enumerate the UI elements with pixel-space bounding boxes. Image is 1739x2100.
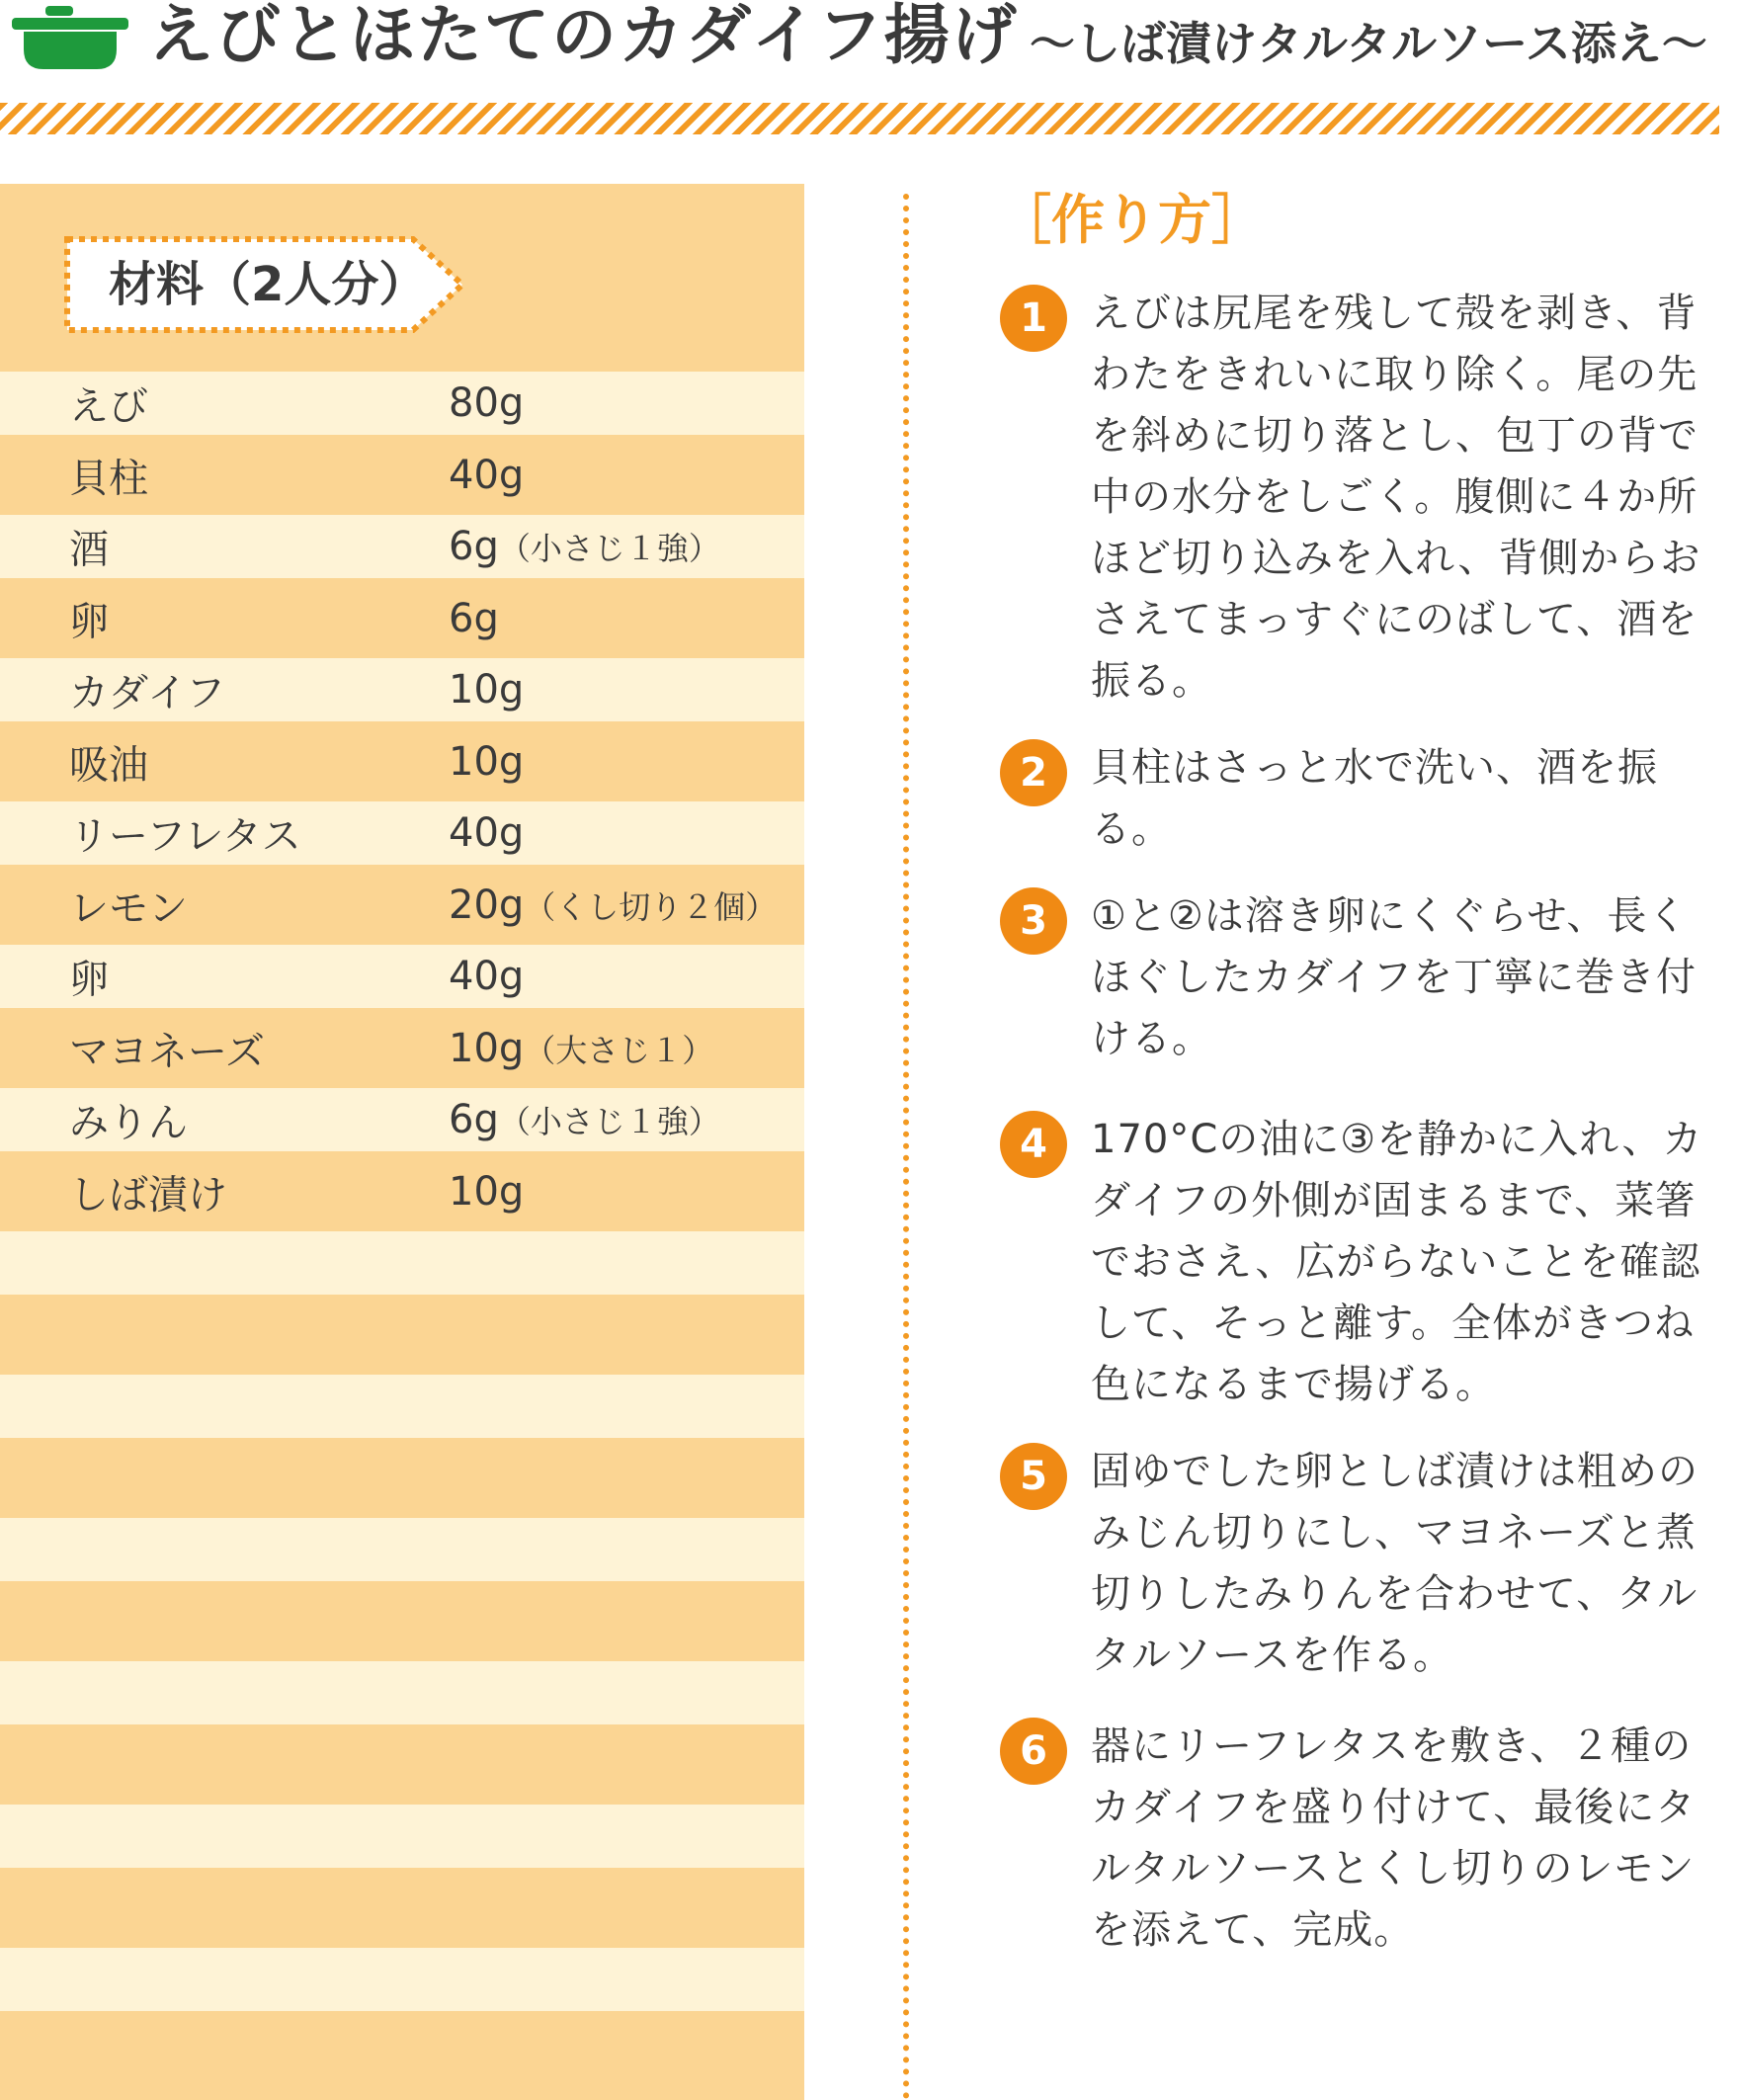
- ingredient-amount: [449, 524, 720, 569]
- ingredient-row-empty: [0, 1581, 804, 1661]
- ingredient-name: カダイフ: [69, 670, 225, 716]
- step-text: ①と②は溶き卵にくぐらせ、長くほぐしたカダイフを丁寧に巻き付ける。: [1091, 893, 1697, 1061]
- ingredient-row: [0, 721, 804, 801]
- ingredient-row: [0, 801, 804, 865]
- ingredient-name: みりん: [69, 1100, 188, 1146]
- ingredient-amount: [449, 453, 524, 498]
- ingredient-name: マヨネーズ: [69, 1029, 265, 1074]
- step-number-badge: 3: [1000, 887, 1067, 955]
- ingredients-heading: 材料（2人分）: [109, 257, 427, 312]
- ingredient-amount: [449, 1026, 713, 1071]
- ingredient-row-empty: [0, 1518, 804, 1581]
- ingredient-name: 貝柱: [69, 456, 148, 501]
- ingredient-amount: [449, 954, 524, 999]
- step-number-badge: 2: [1000, 739, 1067, 806]
- step-text: 器にリーフレタスを敷き、２種のカダイフを盛り付けて、最後にタルタルソースとくし切りのレモンを添えて、完成。: [1091, 1723, 1697, 1953]
- ingredient-row-empty: [0, 1438, 804, 1518]
- ingredient-row: [0, 1151, 804, 1231]
- ingredient-row-empty: [0, 1375, 804, 1438]
- ingredient-row: [0, 945, 804, 1008]
- ingredient-name: しば漬け: [69, 1172, 227, 1218]
- step-number-badge: 6: [1000, 1718, 1067, 1785]
- ingredient-row: [0, 372, 804, 435]
- ingredient-name: 卵: [69, 957, 109, 1003]
- step-text: 固ゆでした卵としば漬けは粗めのみじん切りにし、マヨネーズと煮切りしたみりんを合わせて、タルタルソースを作る。: [1091, 1449, 1698, 1678]
- ingredient-row: [0, 658, 804, 721]
- ingredient-amount-value: 80g: [449, 380, 525, 426]
- ingredient-amount-value: 40g: [449, 954, 525, 999]
- ingredient-amount-value: 40g: [449, 810, 525, 856]
- ingredient-amount: [449, 596, 499, 641]
- method-heading: ［作り方］: [998, 189, 1265, 251]
- step-number-badge: 4: [1000, 1111, 1067, 1178]
- ingredient-amount-note: （小さじ１強）: [498, 1103, 720, 1140]
- step-text: 170°Cの油に③を静かに入れ、カダイフの外側が固まるまで、菜箸でおさえ、広がらないことを確認して、そっと離す。全体がきつね色になるまで揚げる。: [1091, 1117, 1703, 1407]
- ingredient-name: レモン: [69, 885, 188, 931]
- ingredient-amount-value: 10g: [449, 1168, 525, 1215]
- pot-icon: [12, 4, 128, 73]
- page-header: [0, 0, 1739, 138]
- ingredient-row-empty: [0, 1295, 804, 1375]
- ingredient-amount-value: 6g: [449, 595, 499, 641]
- page-title: えびとほたてのカダイフ揚げ: [148, 0, 1019, 73]
- ingredient-amount-note: （大さじ１）: [524, 1031, 714, 1069]
- ingredients-header: [0, 184, 804, 372]
- ingredient-row-empty: [0, 1231, 804, 1295]
- ingredient-row-empty: [0, 1868, 804, 1948]
- ingredient-amount-value: 10g: [449, 1025, 525, 1071]
- ingredients-panel: [0, 184, 804, 2100]
- ingredient-row-empty: [0, 1948, 804, 2011]
- column-divider: [903, 194, 909, 2100]
- ingredient-row-empty: [0, 1724, 804, 1805]
- header-stripe-divider: [0, 103, 1719, 134]
- ingredient-amount-value: 20g: [449, 882, 525, 928]
- ingredient-row: [0, 1008, 804, 1088]
- ingredient-amount: [449, 1169, 524, 1215]
- ingredient-amount-value: 10g: [449, 738, 525, 785]
- ingredient-row: [0, 1088, 804, 1151]
- ingredients-list: [0, 372, 804, 2091]
- ingredient-row-empty: [0, 1805, 804, 1868]
- ingredient-row-empty: [0, 2011, 804, 2091]
- page-subtitle: 〜しば漬けタルタルソース添え〜: [1030, 17, 1707, 70]
- ingredient-row: [0, 865, 804, 945]
- ingredient-name: えび: [69, 383, 148, 430]
- ingredient-name: リーフレタス: [69, 813, 301, 860]
- ingredient-row: [0, 435, 804, 515]
- ingredient-amount: [449, 739, 524, 785]
- ingredient-row-empty: [0, 1661, 804, 1724]
- ingredient-amount-note: （くし切り２個）: [524, 887, 778, 926]
- step-text: えびは尻尾を残して殻を剥き、背わたをきれいに取り除く。尾の先を斜めに切り落とし、包丁の背で中の水分をしごく。腹側に４か所ほど切り込みを入れ、背側からおさえてまっすぐにのばして、酒を振る。: [1091, 291, 1701, 704]
- ingredient-amount-value: 40g: [449, 452, 525, 498]
- ingredient-row: [0, 515, 804, 578]
- step-text: 貝柱はさっと水で洗い、酒を振る。: [1091, 745, 1658, 852]
- ingredient-amount: [449, 1097, 720, 1142]
- ingredient-amount: [449, 882, 777, 928]
- ingredient-name: 卵: [69, 599, 109, 644]
- ingredient-amount-value: 10g: [449, 667, 525, 713]
- ingredient-amount-value: 6g: [449, 1097, 499, 1142]
- ingredient-amount: [449, 380, 524, 426]
- step-number-badge: 1: [1000, 285, 1067, 352]
- ingredient-row: [0, 578, 804, 658]
- ingredient-amount: [449, 667, 524, 713]
- ingredient-amount: [449, 810, 524, 856]
- ingredient-name: 酒: [69, 527, 109, 573]
- ingredient-amount-note: （小さじ１強）: [498, 530, 720, 567]
- step-number-badge: 5: [1000, 1443, 1067, 1510]
- ingredient-name: 吸油: [69, 742, 148, 788]
- ingredient-amount-value: 6g: [449, 524, 499, 569]
